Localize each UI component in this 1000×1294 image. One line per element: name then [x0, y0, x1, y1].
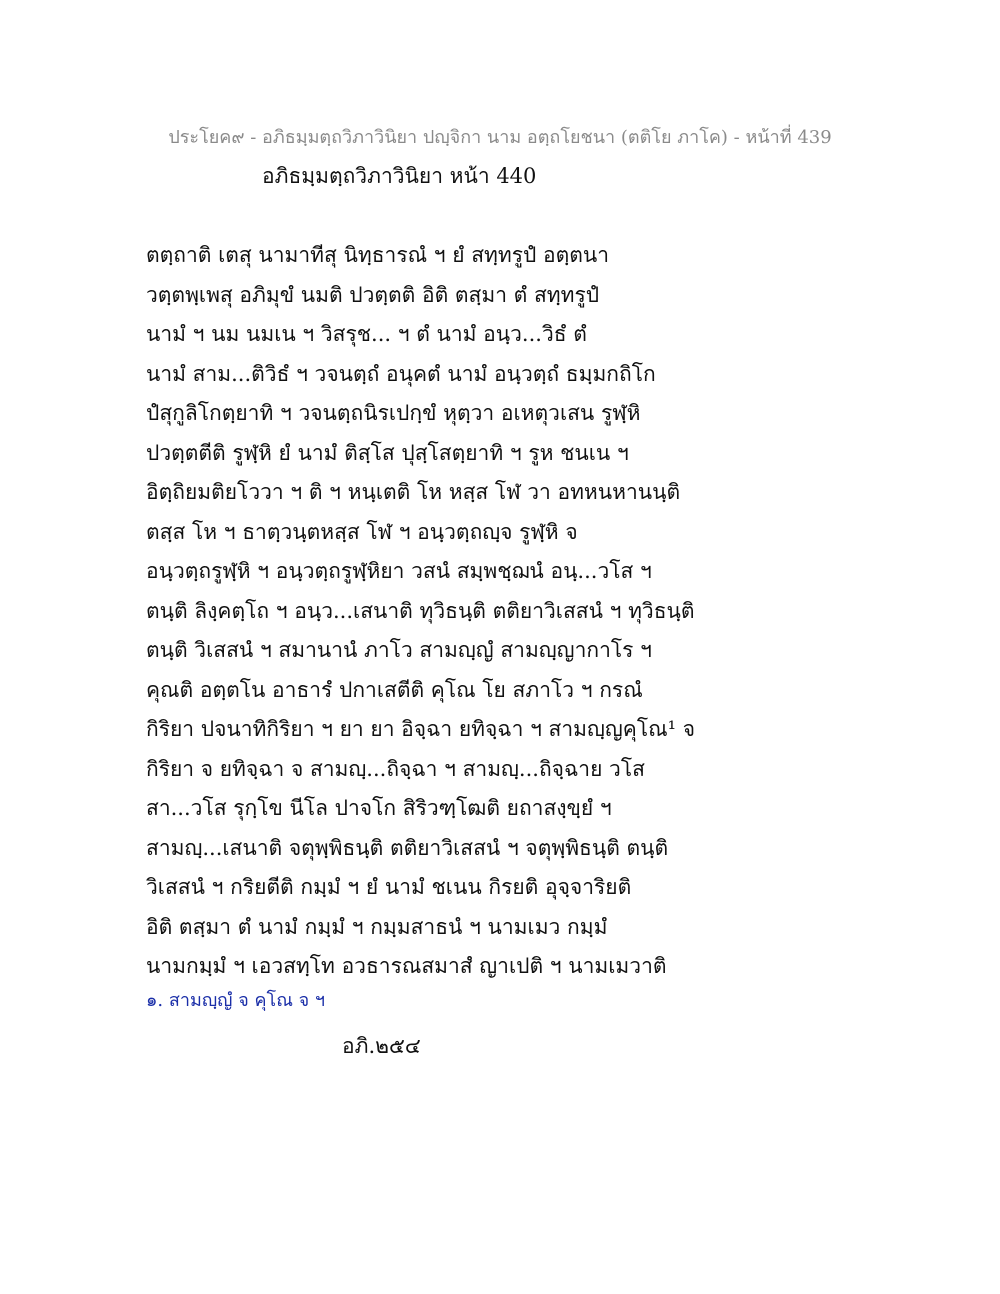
body-text	[146, 236, 906, 987]
footnote: ๑. สามญฺญํ จ คุโณ จ ฯ	[146, 990, 325, 1011]
text-line: วิเสสนํ ฯ กริยตีติ กมฺมํ ฯ ยํ นามํ ชเนน กิรยติ อุจฺจาริยติ	[146, 875, 632, 899]
text-line: นามกมฺมํ ฯ เอวสทฺโท อวธารณสมาสํ ญาเปติ ฯ นามเมวาติ	[146, 954, 667, 978]
text-line: คุณติ อตฺตโน อาธารํ ปกาเสตีติ คุโณ โย สภาโว ฯ กรณํ	[146, 677, 643, 702]
running-header: ประโยค๙ - อภิธมฺมตฺถวิภาวินิยา ปญฺจิกา นาม อตฺถโยชนา (ตติโย ภาโค) - หน้าที่ 439	[168, 127, 832, 148]
text-line: ตนฺติ วิเสสนํ ฯ สมานานํ ภาโว สามญฺญํ สามญฺญากาโร ฯ	[146, 638, 652, 662]
text-line: ตตฺถาติ เตสุ นามาทีสุ นิทฺธารณํ ฯ ยํ สทฺทรูปํ อตฺตนา	[146, 243, 610, 267]
text-line: วตฺตพฺเพสุ อภิมุขํ นมติ ปวตฺตติ อิติ ตสฺมา ตํ สทฺทรูปํ	[146, 282, 600, 307]
text-line: นามํ สาม...ติวิธํ ฯ วจนตฺถํ อนุคตํ นามํ อนฺวตฺถํ ธมฺมกถิโก	[146, 361, 656, 386]
text-line: กิริยา จ ยทิจฺฉา จ สามญฺ...ถิจฺฉา ฯ สามญฺ...ถิจฺฉาย วโส	[146, 756, 645, 781]
text-line: อิตฺถิยมติยโววา ฯ ติ ฯ หนฺเตติ โห หสฺส โฬ วา อทหนหานนฺติ	[146, 480, 681, 504]
text-line: นามํ ฯ นม นมเน ฯ วิสรุช... ฯ ตํ นามํ อนฺว...วิธํ ตํ	[146, 322, 587, 346]
text-line: อนฺวตฺถรูฬฺหิ ฯ อนฺวตฺถรูฬฺหิยา วสนํ สมฺพชฺฌนํ อนฺ...วโส ฯ	[146, 559, 652, 583]
page-reference: อภิ.๒๕๔	[342, 1034, 421, 1058]
text-line: ปวตฺตตีติ รูฬฺหิ ยํ นามํ ติสฺโส ปุสฺโสตฺยาทิ ฯ รูห ชนเน ฯ	[146, 440, 629, 465]
text-line: ปํสุกูลิโกตฺยาทิ ฯ วจนตฺถนิรเปกฺขํ หุตฺวา อเหตุวเสน รูฬฺหิ	[146, 401, 641, 425]
text-line: สามญฺ...เสนาติ จตุพฺพิธนฺติ ตติยาวิเสสนํ ฯ จตุพฺพิธนฺติ ตนฺติ	[146, 835, 669, 860]
text-line: สา...วโส รุกฺโข นีโล ปาจโก สิริวฑฺโฒติ ยถาสงฺขฺยํ ฯ	[146, 796, 612, 820]
text-line: ตนฺติ ลิงฺคตฺโถ ฯ อนฺว...เสนาติ ทุวิธนฺติ ตติยาวิเสสนํ ฯ ทุวิธนฺติ	[146, 598, 695, 623]
page-title: อภิธมฺมตฺถวิภาวินิยา หน้า 440	[262, 164, 537, 188]
text-line: อิติ ตสฺมา ตํ นามํ กมฺมํ ฯ กมฺมสาธนํ ฯ นามเมว กมฺมํ	[146, 914, 608, 939]
text-line: กิริยา ปจนาทิกิริยา ฯ ยา ยา อิจฺฉา ยทิจฺฉา ฯ สามญฺญคุโณ¹ จ	[146, 717, 695, 741]
text-line: ตสฺส โห ฯ ธาตฺวนฺตหสฺส โฬ ฯ อนฺวตฺถญฺจ รูฬฺหิ จ	[146, 519, 578, 544]
